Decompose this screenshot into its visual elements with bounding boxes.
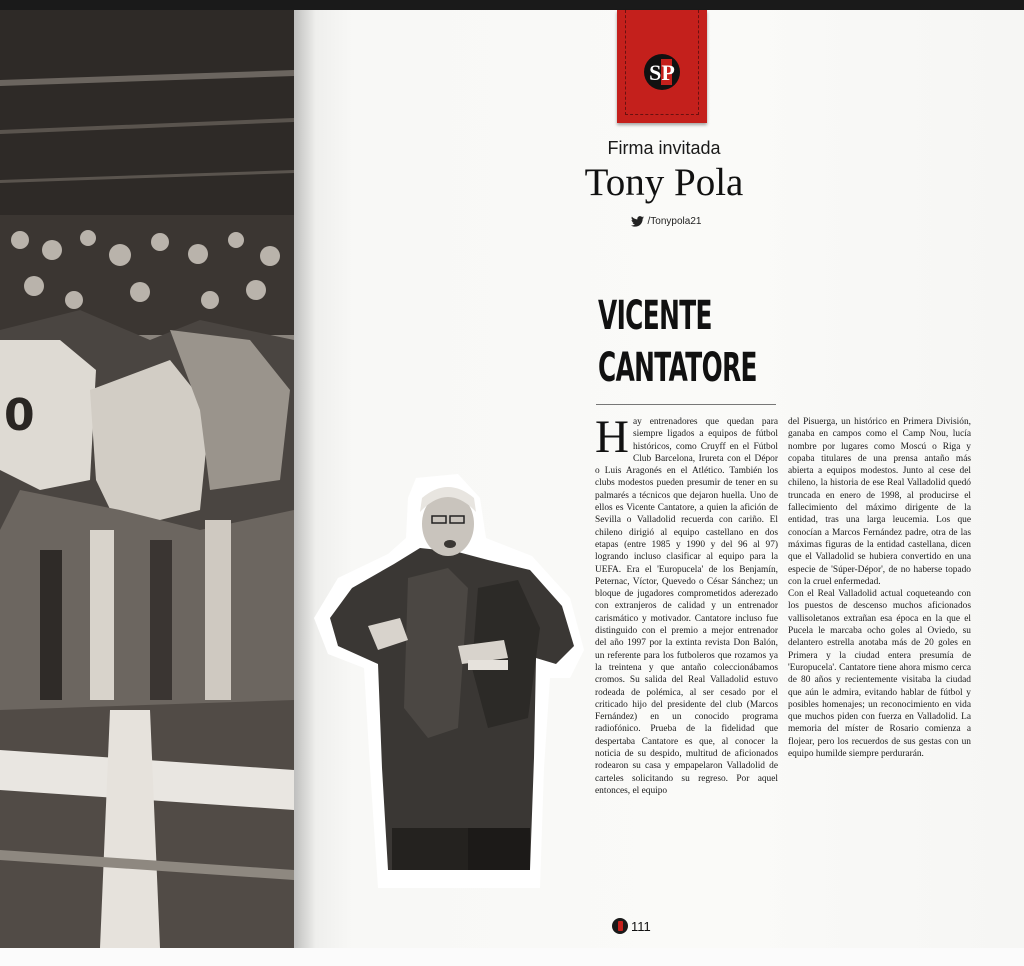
svg-text:0: 0: [4, 390, 35, 441]
article-column-1: [595, 416, 778, 906]
headline-line-1: VICENTE: [598, 293, 712, 339]
page-number-text: 111: [631, 918, 651, 934]
section-tag: [617, 10, 707, 123]
coach-portrait: [308, 468, 588, 898]
svg-text:SP: SP: [649, 60, 675, 85]
column-1-text: ay entrenadores que quedan para siempre ligados a equipos de fútbol históricos, como Cruyff en el Fútbol Club Barcelona, Irureta con el Dépor o Luis Aragonés en el Atlético. También los clubs modestos pueden presumir de tener en su palmarés a técnicos que dejaron huella. Uno de ellos es Vicente Cantatore, a quien la afición de Sevilla o Valladolid recuerda con cariño. El chileno dirigió al equipo castellano en dos etapas (entre 1985 y 1990 y del 96 al 97) logrando incluso clasificar al equipo para la UEFA. Era el 'Europucela' de los Benjamín, Peternac, Víctor, Quevedo o César Sánchez; un bloque de jugadores comprometidos aderezado con extranjeros de calidad y un entrenador carismático y motivador. Cantatore incluso fue distinguido con el premio a mejor entrenador del año 1997 por la extinta revista Don Balón, un referente para los futboleros que rozamos ya la treintena y que antaño coleccionábamos cromos. Su salida del Real Valladolid estuvo rodeada de polémica, al ser cesado por el criticado hijo del presidente del club (Marcos Fernández) en un conocido programa radiofónico. Prueba de la fidelidad que despertaba Cantatore es que, al conocer la noticia de su despido, multitud de aficionados rodearon su casa y empapelaron Valladolid de carteles solicitando su regreso. Por aquel entonces, el equipo: [595, 417, 778, 796]
author-name: Tony Pola: [584, 161, 744, 204]
twitter-handle[interactable]: [600, 212, 732, 230]
column-2-paragraph-2: Con el Real Valladolid actual coqueteando con los puestos de descenso muchos aficionados vallisoletanos extrañan esa época en la que el Pucela le marcaba ocho goles al Oviedo, su delantero estrella anotaba más de 20 goles en Primera y la ciudad entera presumía de 'Europucela'. Cantatore tiene ahora mismo cerca de 80 años y recientemente visitaba la ciudad que aún le admira, evitando hablar de fútbol y posibles homenajes; un reconocimiento en vida que muchos piden con fuerza en Valladolid. La memoria del míster de Rosario comienza a flojear, pero los recuerdos de sus gestas con un equipo humilde siempre perdurarán.: [788, 589, 971, 760]
bottom-edge: [0, 948, 1024, 966]
headline-divider: [596, 404, 776, 405]
top-edge: [0, 0, 1024, 10]
headline-line-2: CANTATORE: [598, 345, 757, 391]
section-label: Firma invitada: [607, 138, 721, 158]
twitter-bird-icon: [631, 216, 644, 227]
sp-logo-icon: [644, 54, 680, 90]
column-2-paragraph-1: del Pisuerga, un histórico en Primera División, ganaba en campos como el Camp Nou, lucía nombre por lugares como Moscú o Riga y copaba titulares de una prensa antaño más abierta a equipos modestos. Junto al cese del chileno, la historia de ese Real Valladolid quedó truncada en enero de 1998, al producirse el fallecimiento del máximo dirigente de la entidad, tras una larga leucemia. Los que conocían a Marcos Fernández padre, otra de las máximas figuras de la entidad castellana, dicen que el Valladolid se hubiera convertido en una especie de 'Súper-Dépor', de no haberse topado con la cruel enfermedad.: [788, 417, 971, 587]
page-number: [612, 916, 662, 936]
crowd-photo: [0, 10, 294, 948]
article-headline: [598, 290, 757, 394]
page-logo-icon: [612, 918, 628, 934]
twitter-handle-text: /Tonypola21: [647, 215, 702, 227]
drop-cap: H: [595, 416, 629, 463]
article-column-2: [788, 416, 971, 894]
